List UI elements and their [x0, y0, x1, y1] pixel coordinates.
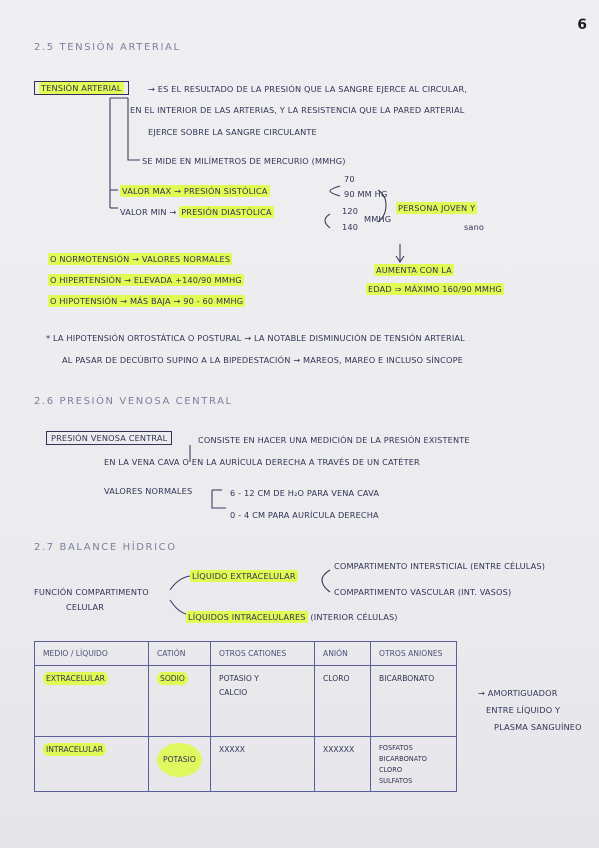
- fluids-table: [34, 641, 457, 792]
- bullet-hipotension: [48, 296, 245, 306]
- pvc-value-2: 0 - 4 CM PARA AURÍCULA DERECHA: [230, 510, 379, 520]
- tension-term-text: TENSIÓN ARTERIAL: [41, 83, 122, 93]
- note-hipotension-2: AL PASAR DE DECÚBITO SUPINO A LA BIPEDESTACIÓN → MAREOS, MAREO E INCLUSO SÍNCOPE: [62, 355, 464, 365]
- section-heading-tension: 2.5 TENSIÓN ARTERIAL: [34, 42, 181, 53]
- person-note: [396, 203, 477, 213]
- otros-aniones-bicarbonato: BICARBONATO: [379, 674, 435, 683]
- otros-aniones-sulfatos: SULFATOS: [379, 777, 413, 785]
- max-desc: PRESIÓN SISTÓLICA: [183, 186, 268, 196]
- balance-root: FUNCIÓN COMPARTIMENTO: [34, 587, 149, 597]
- otros-cationes-2: CALCIO: [219, 688, 248, 697]
- bullet-hipertension-text: O HIPERTENSIÓN → ELEVADA +140/90 MMHG: [50, 275, 242, 285]
- bullet-hipotension-text: O HIPOTENSIÓN → MÁS BAJA → 90 - 60 MMHG: [50, 296, 244, 306]
- side-note-3: PLASMA SANGUÍNEO: [494, 722, 582, 732]
- otros-cationes-1: POTASIO Y: [219, 674, 259, 683]
- table-header-cell: MEDIO / LÍQUIDO: [35, 642, 149, 666]
- tension-measure: SE MIDE EN MILÍMETROS DE MERCURIO (MMHG): [142, 156, 346, 166]
- otros-aniones-bicarbonato: BICARBONATO: [379, 755, 427, 763]
- max-range: 90 MM HG: [344, 189, 388, 199]
- min-arrow: →: [169, 207, 177, 217]
- balance-intra-text: LÍQUIDOS INTRACELULARES: [188, 612, 306, 622]
- pvc-def: CONSISTE EN HACER UNA MEDICIÓN DE LA PRESIÓN EXISTENTE: [198, 435, 470, 445]
- table-header-cell: ANIÓN: [315, 642, 371, 666]
- section-heading-pvc: 2.6 PRESIÓN VENOSA CENTRAL: [34, 396, 233, 407]
- table-cell-medio: [35, 737, 149, 792]
- side-note-2: ENTRE LÍQUIDO Y: [486, 705, 561, 715]
- cation-potasio: POTASIO: [157, 743, 202, 777]
- tension-def-3: EJERCE SOBRE LA SANGRE CIRCULANTE: [148, 127, 317, 137]
- min-desc: PRESIÓN DIASTÓLICA: [181, 207, 272, 217]
- table-cell-medio: [35, 666, 149, 737]
- balance-extra-text: LÍQUIDO EXTRACELULAR: [192, 571, 296, 581]
- min-value-2: 140: [342, 222, 359, 232]
- otros-aniones-fosfatos: FOSFATOS: [379, 744, 413, 752]
- anion-x: XXXXXX: [323, 745, 355, 754]
- table-header-cell: CATIÓN: [149, 642, 211, 666]
- balance-extra-a: COMPARTIMENTO INTERSTICIAL (ENTRE CÉLULAS): [334, 561, 546, 571]
- table-cell-otros-aniones: [371, 737, 457, 792]
- max-label: VALOR MAX: [122, 186, 172, 196]
- pvc-term: PRESIÓN VENOSA CENTRAL: [46, 431, 172, 445]
- pvc-def-2: EN LA VENA CAVA O EN LA AURÍCULA DERECHA A TRAVÉS DE UN CATÉTER: [104, 457, 420, 467]
- otros-aniones-cloro: CLORO: [379, 766, 403, 774]
- max-value: 70: [344, 174, 355, 184]
- min-row: [120, 207, 274, 217]
- table-header-cell: OTROS ANIONES: [371, 642, 457, 666]
- table-cell-anion: [315, 666, 371, 737]
- balance-extra: [190, 571, 298, 581]
- balance-root-2: CELULAR: [66, 602, 105, 612]
- medio-extracelular: EXTRACELULAR: [43, 672, 108, 685]
- table-cell-otros-cationes: [211, 666, 315, 737]
- tension-def-2: EN EL INTERIOR DE LAS ARTERIAS, Y LA RESISTENCIA QUE LA PARED ARTERIAL: [130, 105, 465, 115]
- table-header-cell: OTROS CATIONES: [211, 642, 315, 666]
- bullet-hipertension: [48, 275, 244, 285]
- table-cell-anion: [315, 737, 371, 792]
- pvc-values-label: VALORES NORMALES: [104, 486, 193, 496]
- table-cell-cation: [149, 666, 211, 737]
- aumenta-text: AUMENTA CON LA: [376, 265, 452, 275]
- table-header-row: [35, 642, 457, 666]
- page-number: 6: [577, 17, 587, 33]
- pvc-value-1: 6 - 12 CM DE H₂O PARA VENA CAVA: [230, 488, 380, 498]
- balance-intra-note: (INTERIOR CÉLULAS): [310, 612, 398, 622]
- note-hipotension-1: * LA HIPOTENSIÓN ORTOSTÁTICA O POSTURAL → LA NOTABLE DISMINUCIÓN DE TENSIÓN ARTERIAL: [46, 333, 465, 343]
- tension-def-1: → ES EL RESULTADO DE LA PRESIÓN QUE LA SANGRE EJERCE AL CIRCULAR,: [148, 84, 468, 94]
- medio-intracelular: INTRACELULAR: [43, 743, 106, 756]
- min-label: VALOR MIN: [120, 207, 167, 217]
- side-note-1: → AMORTIGUADOR: [478, 688, 558, 698]
- otros-cationes-x: XXXXX: [219, 745, 246, 754]
- section-heading-balance: 2.7 BALANCE HÍDRICO: [34, 542, 177, 553]
- min-unit: MMHG: [364, 214, 392, 224]
- max-arrow: →: [174, 186, 182, 196]
- cation-sodio: SODIO: [157, 672, 188, 685]
- anion-cloro: CLORO: [323, 674, 350, 683]
- table-row: [35, 737, 457, 792]
- edad-text: EDAD ⇒ MÁXIMO 160/90 MMHG: [368, 284, 502, 294]
- min-value-1: 120: [342, 206, 359, 216]
- tension-term: [34, 81, 129, 95]
- aumenta-note: [374, 265, 454, 275]
- balance-intra: [186, 612, 398, 622]
- max-row: [120, 186, 270, 196]
- bullet-normotension-text: O NORMOTENSIÓN → VALORES NORMALES: [50, 254, 231, 264]
- table-cell-otros-cationes: [211, 737, 315, 792]
- table-cell-cation: [149, 737, 211, 792]
- edad-note: [366, 284, 504, 294]
- table-row: [35, 666, 457, 737]
- table-cell-otros-aniones: [371, 666, 457, 737]
- bullet-normotension: [48, 254, 232, 264]
- balance-extra-b: COMPARTIMENTO VASCULAR (INT. VASOS): [334, 587, 512, 597]
- person-note-text: PERSONA JOVEN Y: [398, 203, 476, 213]
- person-note-2: sano: [464, 222, 485, 232]
